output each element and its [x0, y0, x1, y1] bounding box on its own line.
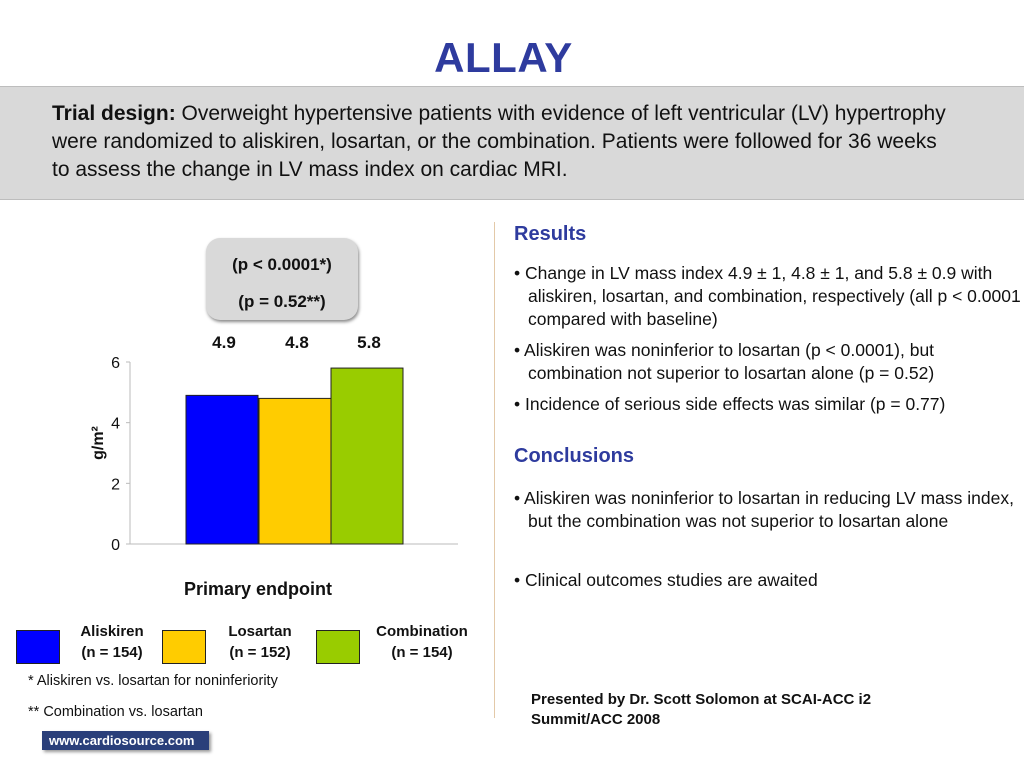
y-tick-label: 4: [111, 415, 120, 433]
data-label-losartan: 4.8: [285, 333, 309, 352]
legend-swatch-aliskiren: [16, 630, 60, 664]
column-divider: [494, 222, 495, 718]
legend-name-aliskiren: Aliskiren: [80, 623, 144, 640]
legend-label-aliskiren: [62, 621, 162, 663]
footnote-combination: ** Combination vs. losartan: [28, 704, 203, 720]
slide-title: ALLAY: [434, 34, 573, 81]
results-heading: Results: [514, 223, 587, 245]
legend-n-losartan: (n = 152): [229, 644, 291, 661]
legend-name-combination: Combination: [376, 623, 468, 640]
legend-label-losartan: [210, 621, 310, 663]
legend-n-combination: (n = 154): [391, 644, 453, 661]
data-label-aliskiren: 4.9: [212, 333, 236, 352]
y-tick-label: 0: [111, 537, 120, 554]
legend-swatch-combination: [316, 630, 360, 664]
cardiosource-logo[interactable]: www.cardiosource.com: [42, 731, 209, 750]
legend-n-aliskiren: (n = 154): [81, 644, 143, 661]
trial-design-text: [52, 100, 952, 184]
results-bullet-2: • Aliskiren was noninferior to losartan (p < 0.0001), but combination not superior to losartan alone (p = 0.52): [514, 340, 935, 383]
bar-losartan: [259, 398, 331, 544]
legend-name-losartan: Losartan: [228, 623, 292, 640]
y-tick-label: 2: [111, 476, 120, 494]
y-tick-label: 6: [111, 355, 120, 372]
footnote-noninferiority: * Aliskiren vs. losartan for noninferiority: [28, 673, 278, 689]
presented-by: Presented by Dr. Scott Solomon at SCAI-ACC i2 Summit/ACC 2008: [531, 691, 872, 728]
p-value-noninferiority: (p < 0.0001*): [232, 255, 332, 274]
p-value-combination: (p = 0.52**): [238, 292, 326, 311]
trial-design-body: Overweight hypertensive patients with evidence of left ventricular (LV) hypertrophy were randomized to aliskiren, losartan, or the combination. Patients were followed for 36 weeks to assess the change in LV mass index on cardiac MRI.: [52, 102, 946, 181]
data-label-combination: 5.8: [357, 333, 381, 352]
y-axis-label: g/m²: [90, 426, 107, 460]
x-axis-label: Primary endpoint: [183, 579, 333, 599]
conclusions-bullet-1: • Aliskiren was noninferior to losartan in reducing LV mass index, but the combination was not superior to losartan alone: [514, 488, 1014, 531]
bar-chart: [0, 320, 480, 610]
conclusions-bullet-2: • Clinical outcomes studies are awaited: [514, 570, 818, 590]
results-bullet-1: • Change in LV mass index 4.9 ± 1, 4.8 ± 1, and 5.8 ± 0.9 with aliskiren, losartan, and combination, respectively (all p < 0.0001 compared with baseline): [514, 263, 1021, 329]
results-bullet-3: • Incidence of serious side effects was similar (p = 0.77): [514, 394, 946, 414]
bar-aliskiren: [186, 395, 258, 544]
conclusions-heading: Conclusions: [514, 445, 635, 467]
legend-label-combination: [364, 621, 480, 663]
legend-swatch-losartan: [162, 630, 206, 664]
trial-design-label: Trial design:: [52, 102, 176, 125]
bar-combination: [331, 368, 403, 544]
